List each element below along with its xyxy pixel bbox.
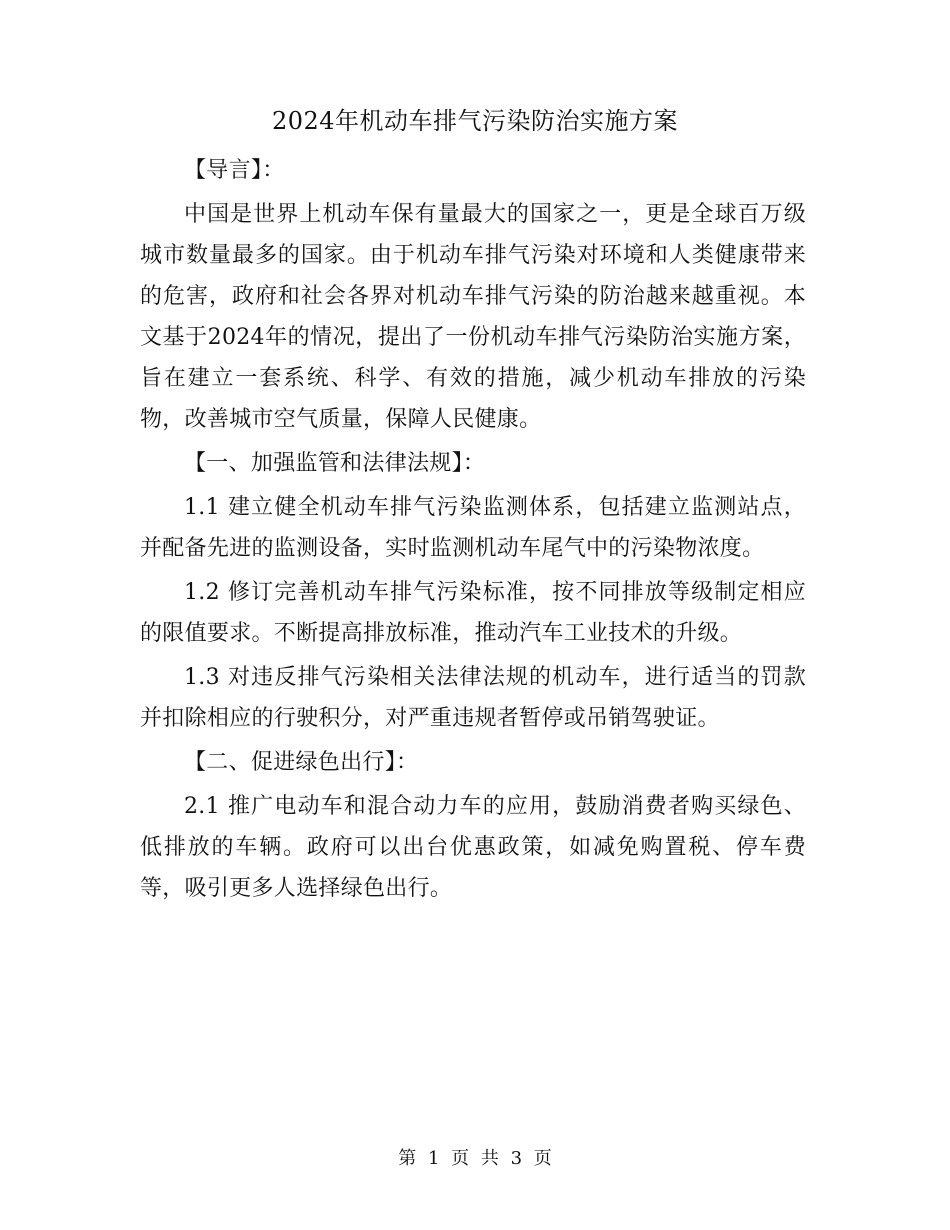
- paragraph-1-1: 1.1 建立健全机动车排气污染监测体系，包括建立监测站点，并配备先进的监测设备，实时监测机动车尾气中的污染物浓度。: [140, 495, 806, 561]
- paragraph-2-1: 2.1 推广电动车和混合动力车的应用，鼓励消费者购买绿色、低排放的车辆。政府可以出台优惠政策，如减免购置税、停车费等，吸引更多人选择绿色出行。: [140, 794, 806, 901]
- paragraph-1-3: 1.3 对违反排气污染相关法律法规的机动车，进行适当的罚款并扣除相应的行驶积分，对严重违规者暂停或吊销驾驶证。: [140, 665, 806, 731]
- page-number-footer: 第 1 页 共 3 页: [398, 1148, 552, 1169]
- paragraph-1-2: 1.2 修订完善机动车排气污染标准，按不同排放等级制定相应的限值要求。不断提高排放标准，推动汽车工业技术的升级。: [140, 580, 806, 646]
- document-body: [140, 150, 806, 909]
- paragraph-intro: 中国是世界上机动车保有量最大的国家之一，更是全球百万级城市数量最多的国家。由于机动车排气污染对环境和人类健康带来的危害，政府和社会各界对机动车排气污染的防治越来越重视。本文基于2024年的情况，提出了一份机动车排气污染防治实施方案，旨在建立一套系统、科学、有效的措施，减少机动车排放的污染物，改善城市空气质量，保障人民健康。: [140, 202, 806, 432]
- section-heading-regulation: 【一、加强监管和法律法规】：: [184, 451, 486, 476]
- section-heading-intro: 【导言】：: [184, 158, 285, 183]
- document-title: 2024年机动车排气污染防治实施方案: [271, 107, 679, 135]
- section-heading-green-travel: 【二、促进绿色出行】：: [184, 750, 419, 775]
